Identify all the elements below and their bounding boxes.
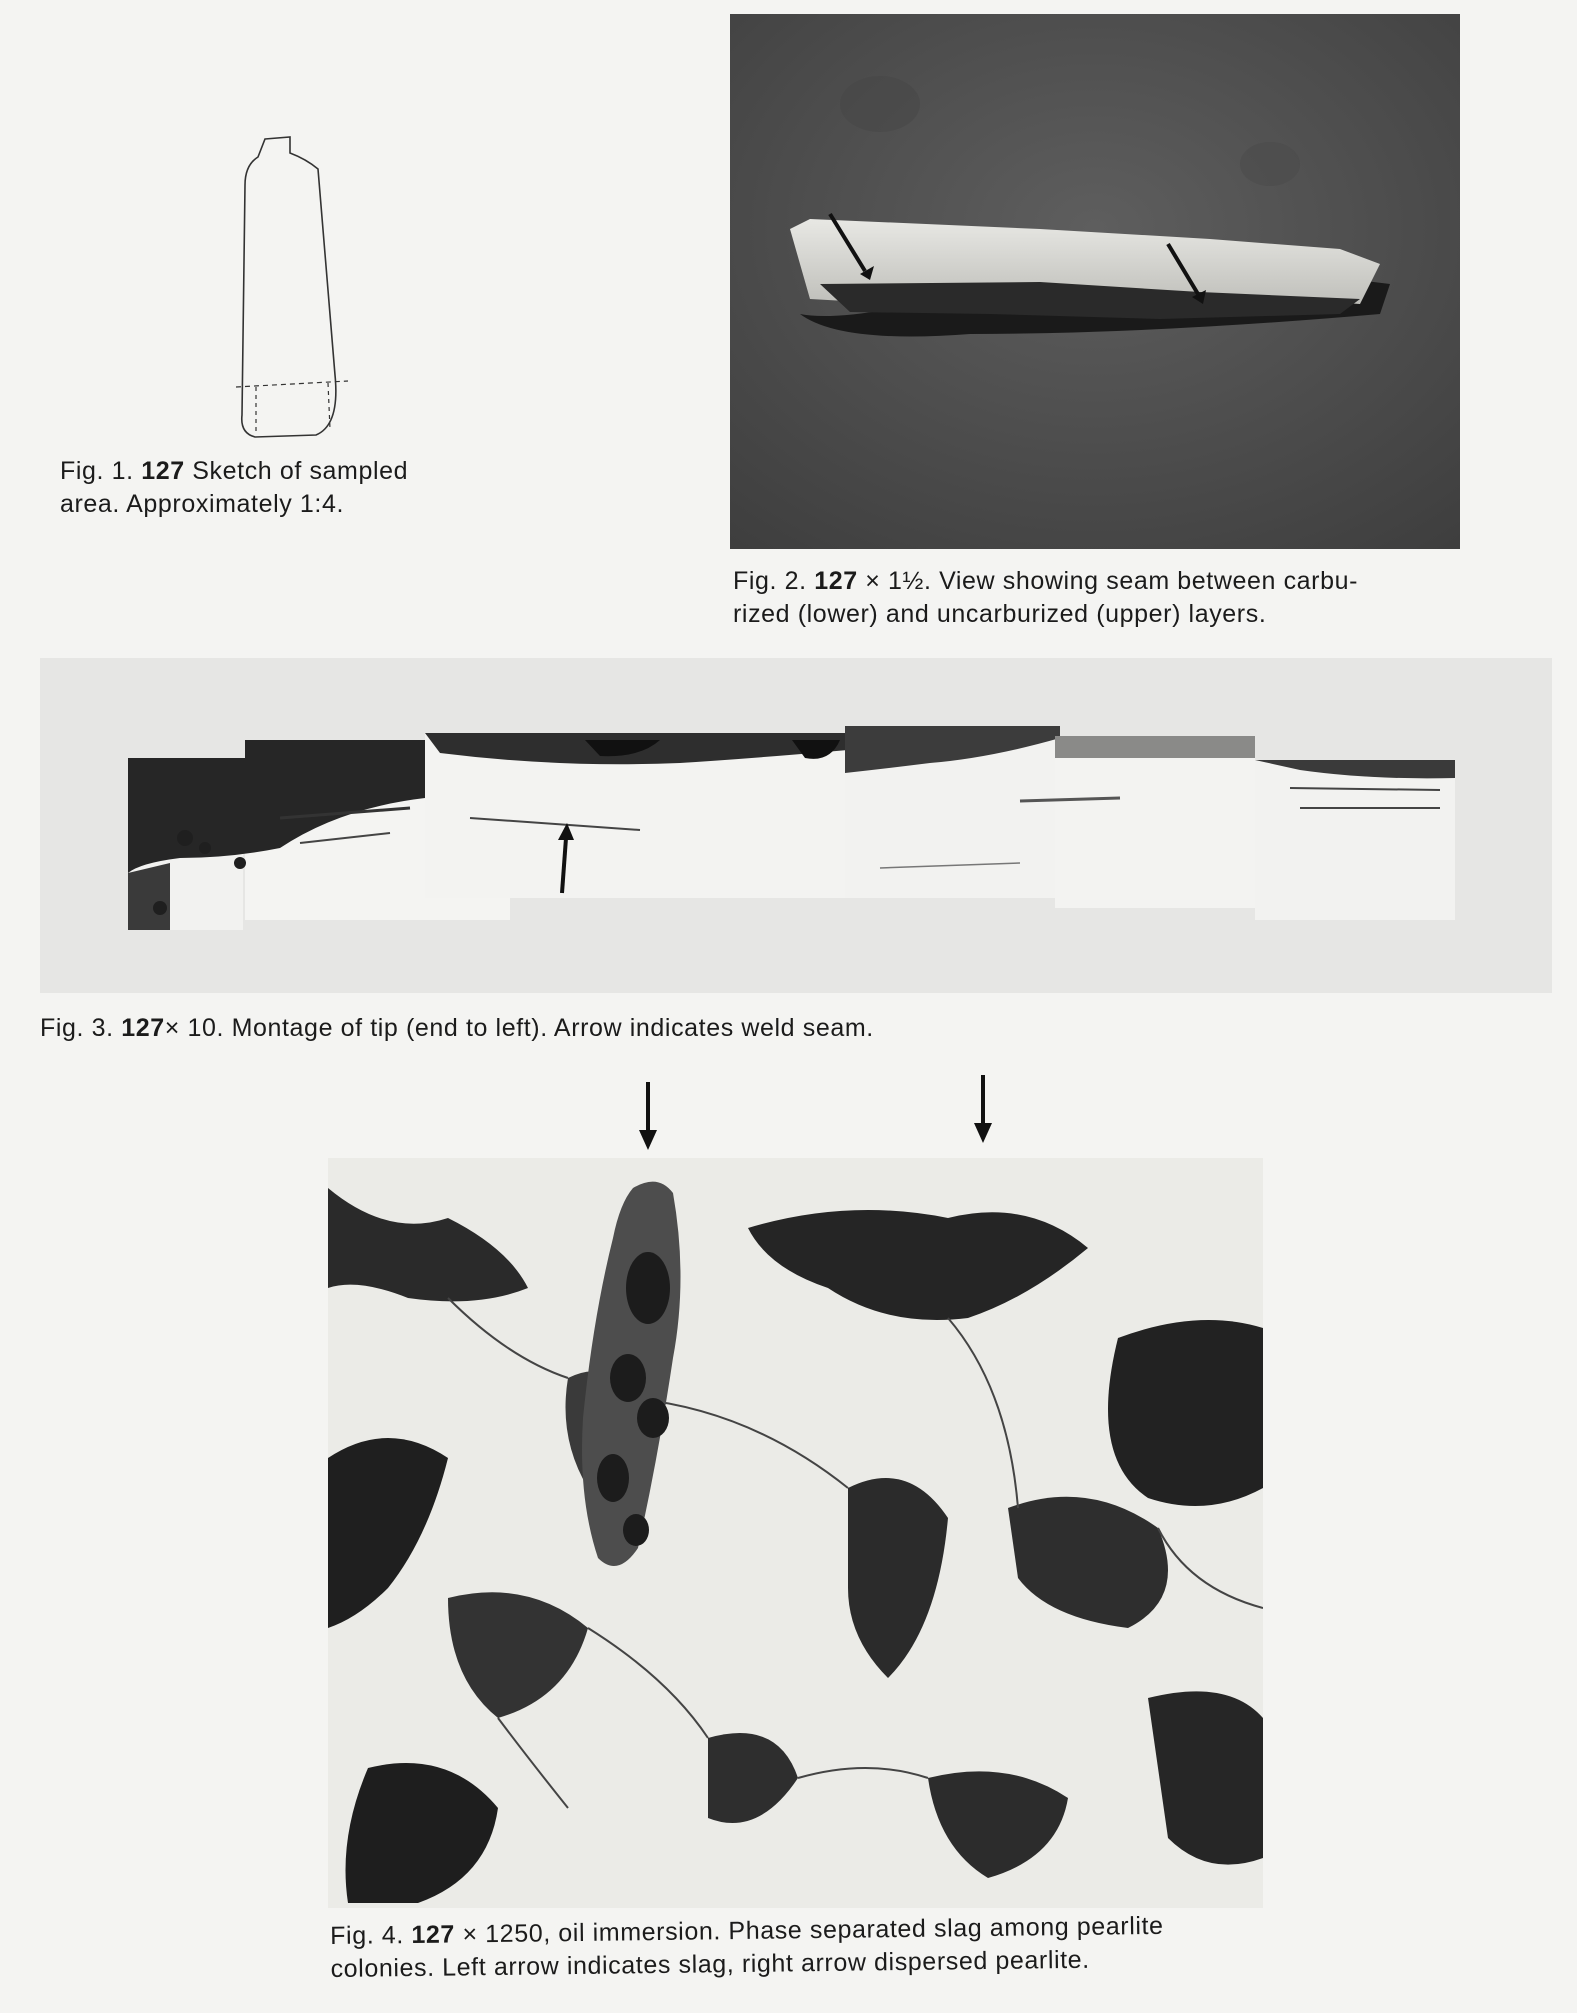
fig1-specimen: 127 (141, 457, 185, 485)
fig4-arrow-right (971, 1075, 995, 1145)
fig4-caption-line1: × 1250, oil immersion. Phase separated slag among pearlite (462, 1911, 1164, 1949)
fig3-label: Fig. 3. (40, 1014, 114, 1042)
fig1-caption-line1: Sketch of sampled (192, 457, 409, 485)
fig1-label: Fig. 1. (60, 457, 134, 485)
fig3-specimen: 127 (121, 1014, 165, 1042)
fig2-caption (733, 565, 1473, 631)
fig4-caption (330, 1909, 1271, 1986)
fig1-sketch (220, 125, 360, 445)
fig2-specimen: 127 (814, 567, 858, 595)
fig4-specimen: 127 (411, 1920, 456, 1950)
fig3-caption (40, 1012, 1520, 1045)
fig2-caption-line1: × 1½. View showing seam between carbu- (865, 567, 1359, 595)
fig3-caption-text: × 10. Montage of tip (end to left). Arrow indicates weld seam. (164, 1014, 874, 1042)
fig2-caption-line2: rized (lower) and uncarburized (upper) layers. (733, 600, 1267, 628)
fig4-caption-line2: colonies. Left arrow indicates slag, right arrow dispersed pearlite. (330, 1945, 1090, 1983)
fig4-micrograph (328, 1158, 1263, 1908)
fig1-caption (60, 455, 490, 521)
fig1-caption-line2: area. Approximately 1:4. (60, 490, 344, 518)
fig3-montage (40, 658, 1552, 993)
fig2-photo (730, 14, 1460, 549)
fig4-label: Fig. 4. (330, 1921, 405, 1950)
fig4-arrow-left (636, 1082, 660, 1152)
fig2-label: Fig. 2. (733, 567, 807, 595)
